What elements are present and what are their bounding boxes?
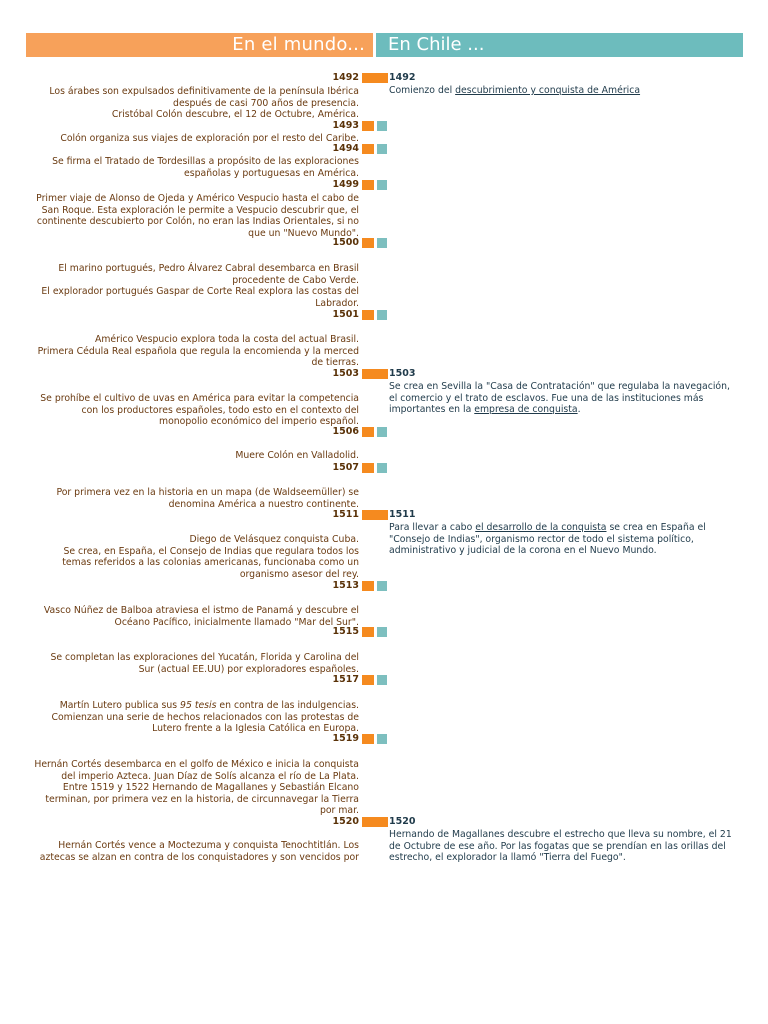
world-event-text [19,759,359,817]
world-event-line: Primera Cédula Real española que regula la encomienda y la merced [37,345,359,357]
world-event-text [19,700,359,735]
chile-year-marker [377,463,387,473]
world-year-marker [362,144,374,154]
world-event-line: Comienzan una serie de hechos relacionados con las protestas de [51,711,359,723]
world-event-line: continente descubierto por Colón, no eran las Indias Orientales, si no [36,216,359,227]
chile-year-marker [377,310,387,320]
world-event-line: monopolio económico del imperio español. [159,416,359,427]
chile-link[interactable]: el desarrollo de la conquista [475,522,607,533]
world-event-line: de tierras. [311,357,359,368]
world-event-text [19,652,359,675]
world-event-line: Diego de Velásquez conquista Cuba. [189,534,359,545]
world-year: 1500 [332,237,359,248]
world-event-line: que un "Nuevo Mundo". [248,227,359,239]
world-event-line: Muere Colón en Valladolid. [235,450,359,461]
world-event-line: españolas y portuguesas en América. [184,167,359,179]
world-year: 1501 [332,309,359,320]
chile-text: Se crea en Sevilla la "Casa de Contratación" que regulaba la navegación, [389,381,730,392]
chile-year-marker [377,238,387,248]
world-year: 1517 [332,674,359,685]
chile-event-line [389,545,739,557]
world-year-marker [362,238,374,248]
world-event-line: Los árabes son expulsados definitivamente de la península Ibérica [49,86,359,97]
world-event-line: Entre 1519 y 1522 Hernando de Magallanes y Sebastián Elcano [62,782,359,793]
world-year-marker [362,675,374,685]
world-event-line: Vasco Núñez de Balboa atraviesa el istmo de Panamá y descubre el [43,605,359,616]
world-event-line: aztecas se alzan en contra de los conquistadores y son vencidos por [39,851,359,863]
world-year: 1507 [332,462,359,473]
world-event-text [19,193,359,239]
world-year: 1513 [332,580,359,591]
chile-year-marker [377,144,387,154]
chile-event-line [389,381,739,393]
world-event-text [19,334,359,369]
chile-year-marker [377,121,387,131]
world-year-marker [362,73,388,83]
world-year-marker [362,427,374,437]
world-year: 1492 [332,72,359,83]
world-event-text [19,450,359,462]
world-header: En el mundo... [26,33,373,57]
world-event-line: Labrador. [315,297,359,309]
world-event-line: Se firma el Tratado de Tordesillas a propósito de las exploraciones [52,156,359,167]
chile-year-marker [377,581,387,591]
chile-text: "Consejo de Indias", organismo rector de todo el sistema político, [389,533,694,545]
world-event-line: Primer viaje de Alonso de Ojeda y Américo Vespucio hasta el cabo de [36,193,359,204]
chile-text: importantes en la [389,404,475,415]
world-year-marker [362,463,374,473]
world-year: 1493 [332,120,359,131]
chile-year: 1503 [389,368,416,379]
chile-text: . [577,404,581,415]
world-year-marker [362,817,388,827]
world-event-text [19,393,359,428]
chile-text: Comienzo del [389,85,456,96]
world-event-line: Océano Pacífico, inicialmente llamado "Mar del Sur". [114,616,359,628]
world-event-text [19,133,359,145]
world-event-line: Se prohíbe el cultivo de uvas en América para evitar la competencia [40,393,359,404]
world-event-line: terminan, por primera vez en la historia, de circunnavegar la Tierra [45,793,359,805]
chile-year-marker [377,180,387,190]
chile-event-line [389,404,739,416]
world-year: 1519 [332,733,359,744]
world-event-line: denomina América a nuestro continente. [168,498,359,510]
world-event-line: por mar. [319,805,359,816]
world-event-line: San Roque. Esta exploración le permite a Vespucio descubrir que, el [41,204,359,216]
world-year: 1520 [332,816,359,827]
chile-text: administrativo y judicial de la corona en el Nuevo Mundo. [389,545,657,556]
chile-event-text [389,85,739,97]
world-year-marker [362,310,374,320]
world-event-line: El marino portugués, Pedro Álvarez Cabral desembarca en Brasil [58,263,359,274]
chile-event-line [389,841,739,853]
world-event-line: Colón organiza sus viajes de exploración por el resto del Caribe. [60,133,359,144]
world-year-marker [362,369,388,379]
world-year-marker [362,581,374,591]
world-event-text [19,605,359,628]
chile-event-line [389,393,739,405]
world-year: 1515 [332,626,359,637]
world-year-marker [362,627,374,637]
chile-event-text [389,381,739,416]
chile-event-text [389,829,739,864]
world-year-marker [362,734,374,744]
chile-text: de Octubre de ese año. Por las fogatas que se prendían en las orillas del [389,840,726,852]
world-event-line: procedente de Cabo Verde. [232,274,359,286]
world-event-line: El explorador portugués Gaspar de Corte Real explora las costas del [41,286,359,297]
chile-event-line [389,534,739,546]
chile-year-marker [377,734,387,744]
chile-event-line [389,85,739,97]
chile-year-marker [377,427,387,437]
world-event-line: organismo asesor del rey. [239,568,359,580]
world-event-text [19,263,359,309]
header-bar [26,33,743,57]
world-year: 1506 [332,426,359,437]
world-year-marker [362,180,374,190]
world-event-line: Lutero frente a la Iglesia Católica en Europa. [152,723,359,734]
chile-text: Para llevar a cabo [389,522,476,533]
chile-event-line [389,852,739,864]
chile-year: 1492 [389,72,416,83]
world-event-line: Por primera vez en la historia en un mapa (de Waldseemüller) se [56,487,359,498]
world-event-line: Martín Lutero publica sus 95 tesis en contra de las indulgencias. [59,700,359,711]
chile-event-text [389,522,739,557]
world-event-text [19,86,359,121]
world-event-line: Hernán Cortés desembarca en el golfo de México e inicia la conquista [34,759,359,770]
world-event-text [19,487,359,510]
chile-event-line [389,522,739,534]
world-event-line: del imperio Azteca. Juan Díaz de Solís alcanza el río de La Plata. [61,770,359,782]
world-event-line: con los productores españoles, todo esto en el contexto del [81,404,359,416]
chile-link[interactable]: descubrimiento y conquista de América [455,85,641,96]
chile-header: En Chile ... [376,33,743,57]
chile-year: 1511 [389,509,416,520]
world-event-line: Américo Vespucio explora toda la costa del actual Brasil. [95,334,359,345]
world-event-text [19,156,359,179]
chile-text: estrecho, el explorador la llamó "Tierra del Fuego". [389,852,626,863]
world-year-marker [362,121,374,131]
world-year: 1499 [332,179,359,190]
world-event-text [19,534,359,580]
world-year: 1511 [332,509,359,520]
world-event-line: después de casi 700 años de presencia. [173,97,359,109]
world-year: 1494 [332,143,359,154]
world-event-line: Cristóbal Colón descubre, el 12 de Octubre, América. [111,109,359,120]
world-event-text [19,840,359,863]
world-event-line: Sur (actual EE.UU) por exploradores españoles. [138,663,359,675]
world-event-line: Se completan las exploraciones del Yucatán, Florida y Carolina del [50,652,359,663]
chile-text: Hernando de Magallanes descubre el estrecho que lleva su nombre, el 21 [389,829,732,840]
chile-year-marker [377,627,387,637]
chile-link[interactable]: empresa de conquista [474,404,578,415]
chile-text: se crea en España el [606,522,706,533]
world-event-line: temas referidos a las colonias americanas, funcionaba como un [62,557,359,568]
chile-year-marker [377,675,387,685]
chile-event-line [389,829,739,841]
world-year-marker [362,510,388,520]
world-event-line: Hernán Cortés vence a Moctezuma y conquista Tenochtitlán. Los [58,840,359,851]
world-year: 1503 [332,368,359,379]
chile-text: el comercio y el trato de esclavos. Fue una de las instituciones más [389,392,704,404]
chile-year: 1520 [389,816,416,827]
world-event-line: Se crea, en España, el Consejo de Indias que regulara todos los [63,545,359,557]
